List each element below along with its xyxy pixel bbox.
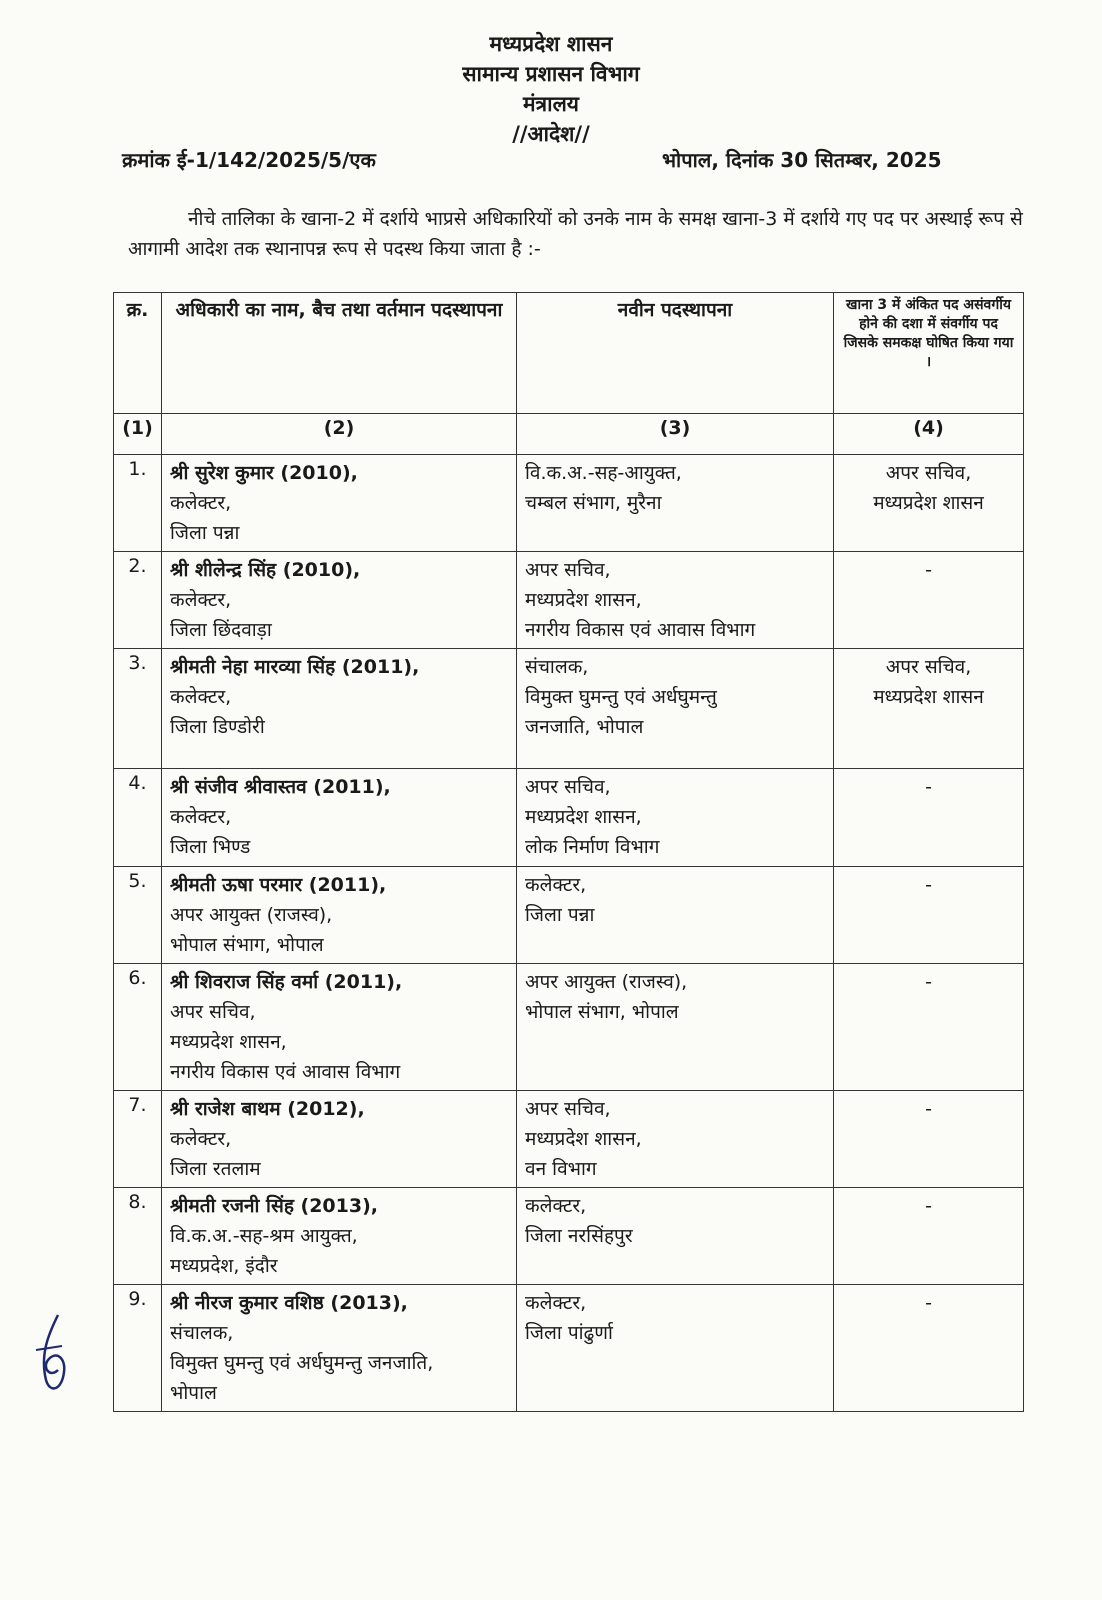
officer-name: श्री संजीव श्रीवास्तव (2011), xyxy=(170,776,391,798)
header-sn: क्र. xyxy=(114,293,162,414)
new-posting-cell xyxy=(517,455,834,552)
new-posting-line: लोक निर्माण विभाग xyxy=(525,836,660,858)
table-row xyxy=(114,964,1024,1091)
new-posting-cell xyxy=(517,649,834,769)
new-posting-cell xyxy=(517,1188,834,1285)
equivalent-post-cell xyxy=(834,455,1024,552)
current-posting-line: जिला पन्ना xyxy=(170,522,240,544)
table-row xyxy=(114,769,1024,867)
current-posting-line: कलेक्टर, xyxy=(170,686,232,708)
new-posting-cell xyxy=(517,1091,834,1188)
new-posting-cell xyxy=(517,1285,834,1412)
new-posting-line: मध्यप्रदेश शासन, xyxy=(525,806,642,828)
new-posting-line: मध्यप्रदेश शासन, xyxy=(525,589,642,611)
new-posting-line: वन विभाग xyxy=(525,1158,597,1180)
current-posting-line: कलेक्टर, xyxy=(170,492,232,514)
serial-number: 8. xyxy=(114,1188,162,1285)
new-posting-cell xyxy=(517,964,834,1091)
officer-name: श्रीमती ऊषा परमार (2011), xyxy=(170,874,387,896)
current-posting-line: संचालक, xyxy=(170,1322,234,1344)
current-posting-line: कलेक्टर, xyxy=(170,589,232,611)
colnum-3: (3) xyxy=(517,414,834,455)
equivalent-post-cell xyxy=(834,649,1024,769)
new-posting-line: कलेक्टर, xyxy=(525,1292,587,1314)
new-posting-line: अपर आयुक्त (राजस्व), xyxy=(525,971,688,993)
current-posting-line: जिला भिण्ड xyxy=(170,836,251,858)
table-row xyxy=(114,552,1024,649)
table-row xyxy=(114,1285,1024,1412)
new-posting-line: वि.क.अ.-सह-आयुक्त, xyxy=(525,462,682,484)
serial-number: 2. xyxy=(114,552,162,649)
officer-cell xyxy=(162,455,517,552)
current-posting-line: भोपाल संभाग, भोपाल xyxy=(170,934,324,956)
equivalent-post-line: - xyxy=(925,1292,932,1314)
equivalent-post-cell xyxy=(834,769,1024,867)
current-posting-line: वि.क.अ.-सह-श्रम आयुक्त, xyxy=(170,1225,358,1247)
officer-name: श्री नीरज कुमार वशिष्ठ (2013), xyxy=(170,1292,408,1314)
new-posting-cell xyxy=(517,552,834,649)
officer-cell xyxy=(162,1091,517,1188)
equivalent-post-line: - xyxy=(925,1098,932,1120)
table-row xyxy=(114,649,1024,769)
officer-cell xyxy=(162,867,517,964)
current-posting-line: कलेक्टर, xyxy=(170,1128,232,1150)
table-row xyxy=(114,1188,1024,1285)
new-posting-line: विमुक्त घुमन्तु एवं अर्धघुमन्तु xyxy=(525,686,717,708)
officer-name: श्री शीलेन्द्र सिंह (2010), xyxy=(170,559,361,581)
new-posting-line: अपर सचिव, xyxy=(525,776,611,798)
header-officer: अधिकारी का नाम, बैच तथा वर्तमान पदस्थापना xyxy=(162,293,517,414)
header-equivalent-post: खाना 3 में अंकित पद असंवर्गीय होने की दशा में संवर्गीय पद जिसके समकक्ष घोषित किया गया । xyxy=(834,293,1024,414)
new-posting-line: जनजाति, भोपाल xyxy=(525,716,644,738)
new-posting-line: संचालक, xyxy=(525,656,589,678)
serial-number: 4. xyxy=(114,769,162,867)
equivalent-post-cell xyxy=(834,1091,1024,1188)
new-posting-line: भोपाल संभाग, भोपाल xyxy=(525,1001,679,1023)
serial-number: 7. xyxy=(114,1091,162,1188)
officer-cell xyxy=(162,964,517,1091)
officer-cell xyxy=(162,1188,517,1285)
officer-name: श्री राजेश बाथम (2012), xyxy=(170,1098,365,1120)
current-posting-line: नगरीय विकास एवं आवास विभाग xyxy=(170,1061,401,1083)
equivalent-post-cell xyxy=(834,1285,1024,1412)
equivalent-post-line: - xyxy=(925,559,932,581)
new-posting-line: अपर सचिव, xyxy=(525,1098,611,1120)
officer-cell xyxy=(162,649,517,769)
officer-cell xyxy=(162,1285,517,1412)
equivalent-post-line: - xyxy=(925,971,932,993)
new-posting-line: कलेक्टर, xyxy=(525,1195,587,1217)
officer-cell xyxy=(162,552,517,649)
officer-name: श्री सुरेश कुमार (2010), xyxy=(170,462,358,484)
column-number-row xyxy=(114,414,1024,455)
equivalent-post-line: मध्यप्रदेश शासन xyxy=(873,686,984,708)
table-row xyxy=(114,455,1024,552)
new-posting-line: चम्बल संभाग, मुरैना xyxy=(525,492,662,514)
new-posting-line: जिला पांढुर्णा xyxy=(525,1322,613,1344)
serial-number: 3. xyxy=(114,649,162,769)
table-header-row xyxy=(114,293,1024,414)
order-heading: //आदेश// xyxy=(512,122,590,146)
current-posting-line: विमुक्त घुमन्तु एवं अर्धघुमन्तु जनजाति, xyxy=(170,1352,434,1374)
current-posting-line: मध्यप्रदेश शासन, xyxy=(170,1031,287,1053)
current-posting-line: कलेक्टर, xyxy=(170,806,232,828)
new-posting-line: अपर सचिव, xyxy=(525,559,611,581)
intro-paragraph: नीचे तालिका के खाना-2 में दर्शाये भाप्रसे अधिकारियों को उनके नाम के समक्ष खाना-3 में दर्शाये गए पद पर अस्थाई रूप से आगामी आदेश तक स्थानापन्न रूप से पदस्थ किया जाता है :- xyxy=(128,208,1023,260)
equivalent-post-line: - xyxy=(925,1195,932,1217)
serial-number: 5. xyxy=(114,867,162,964)
officer-name: श्रीमती रजनी सिंह (2013), xyxy=(170,1195,378,1217)
officer-cell xyxy=(162,769,517,867)
header-new-posting: नवीन पदस्थापना xyxy=(517,293,834,414)
serial-number: 6. xyxy=(114,964,162,1091)
signature-mark xyxy=(28,1310,78,1400)
officer-name: श्रीमती नेहा मारव्या सिंह (2011), xyxy=(170,656,420,678)
officer-name: श्री शिवराज सिंह वर्मा (2011), xyxy=(170,971,403,993)
current-posting-line: जिला रतलाम xyxy=(170,1158,261,1180)
new-posting-line: जिला पन्ना xyxy=(525,904,595,926)
equivalent-post-line: अपर सचिव, xyxy=(885,462,972,484)
new-posting-line: जिला नरसिंहपुर xyxy=(525,1225,633,1247)
ministry-heading: मंत्रालय xyxy=(522,92,579,116)
equivalent-post-cell xyxy=(834,552,1024,649)
new-posting-line: कलेक्टर, xyxy=(525,874,587,896)
current-posting-line: मध्यप्रदेश, इंदौर xyxy=(170,1255,278,1277)
equivalent-post-line: - xyxy=(925,776,932,798)
colnum-4: (4) xyxy=(834,414,1024,455)
table-row xyxy=(114,867,1024,964)
current-posting-line: जिला छिंदवाड़ा xyxy=(170,619,272,641)
equivalent-post-line: अपर सचिव, xyxy=(885,656,972,678)
colnum-2: (2) xyxy=(162,414,517,455)
table-row xyxy=(114,1091,1024,1188)
posting-table xyxy=(113,292,1024,1412)
new-posting-line: नगरीय विकास एवं आवास विभाग xyxy=(525,619,756,641)
current-posting-line: जिला डिण्डोरी xyxy=(170,716,265,738)
new-posting-cell xyxy=(517,867,834,964)
current-posting-line: भोपाल xyxy=(170,1382,217,1404)
reference-number: क्रमांक ई-1/142/2025/5/एक xyxy=(122,148,376,172)
serial-number: 1. xyxy=(114,455,162,552)
equivalent-post-cell xyxy=(834,964,1024,1091)
new-posting-cell xyxy=(517,769,834,867)
current-posting-line: अपर सचिव, xyxy=(170,1001,256,1023)
serial-number: 9. xyxy=(114,1285,162,1412)
equivalent-post-cell xyxy=(834,1188,1024,1285)
colnum-1: (1) xyxy=(114,414,162,455)
current-posting-line: अपर आयुक्त (राजस्व), xyxy=(170,904,333,926)
department-heading: सामान्य प्रशासन विभाग xyxy=(462,62,640,86)
govt-heading: मध्यप्रदेश शासन xyxy=(489,32,613,56)
date-line: भोपाल, दिनांक 30 सितम्बर, 2025 xyxy=(662,148,942,172)
equivalent-post-cell xyxy=(834,867,1024,964)
new-posting-line: मध्यप्रदेश शासन, xyxy=(525,1128,642,1150)
equivalent-post-line: - xyxy=(925,874,932,896)
equivalent-post-line: मध्यप्रदेश शासन xyxy=(873,492,984,514)
